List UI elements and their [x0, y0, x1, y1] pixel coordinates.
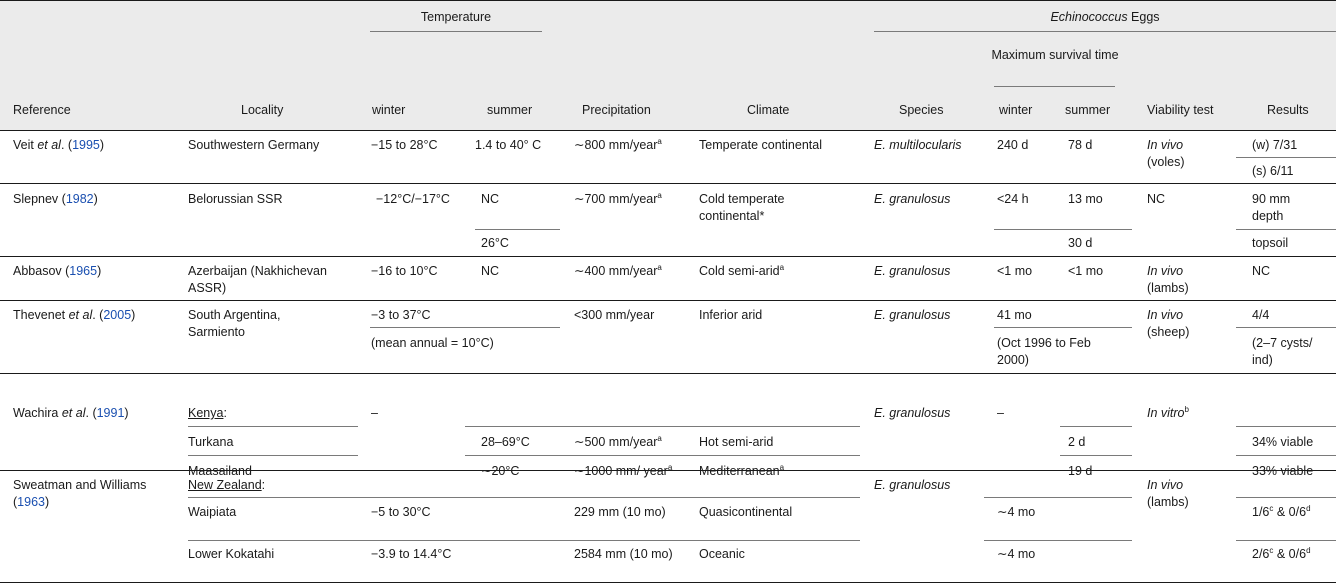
locality-cell: Belorussian SSR — [188, 192, 283, 206]
result-cell: 2/6$^c$ & 0/6$^d$ — [1252, 546, 1311, 561]
survival-winter-cell: 240 d — [997, 138, 1029, 152]
summer-temp-cell: 28–69°C — [481, 435, 530, 449]
result-divider — [1236, 426, 1336, 427]
header-max-survival: Maximum survival time — [991, 48, 1119, 62]
viability-cell: In vivo — [1147, 264, 1184, 278]
result-divider — [1236, 229, 1336, 230]
survival-summer-cell: 2 d — [1068, 435, 1086, 449]
result-divider — [1236, 497, 1336, 498]
summer-temp-cell: ∼20°C — [481, 464, 520, 478]
locality-cell: Maasailand — [188, 464, 252, 478]
climate-cell: Hot semi-arid — [699, 435, 774, 449]
result-cell: 1/6$^c$ & 0/6$^d$ — [1252, 504, 1311, 519]
locality-cell: South Argentina, Sarmiento — [188, 308, 281, 339]
viability-cell: In vivo — [1147, 478, 1184, 492]
summer-temp-cell: 26°C — [481, 236, 509, 250]
viability-host: (lambs) — [1147, 281, 1189, 295]
precipitation-cell: ∼1000 mm/ year$^a$ — [574, 463, 673, 478]
species-cell: E. granulosus — [874, 264, 951, 278]
viability-host: (sheep) — [1147, 325, 1190, 339]
viability-cell: In vitro$^b$ — [1147, 405, 1189, 420]
survival-summer-cell: 30 d — [1068, 236, 1093, 250]
survival-divider — [1060, 426, 1132, 427]
winter-temp-cell: −16 to 10°C — [371, 264, 438, 278]
top-rule — [0, 0, 1336, 1]
result-cell: 4/4 — [1252, 308, 1270, 322]
result-divider — [1236, 157, 1336, 158]
header-echinococcus-eggs: Echinococcus Eggs — [1050, 10, 1160, 24]
result-divider — [1236, 327, 1336, 328]
region-label: New Zealand: — [188, 478, 266, 492]
precipitation-cell: <300 mm/year — [574, 308, 655, 322]
reference-abbasov: Abbasov (1965) — [13, 264, 102, 278]
bottom-rule — [0, 582, 1336, 583]
survival-winter-cell: <24 h — [997, 192, 1029, 206]
locality-divider — [188, 426, 358, 427]
climate-cell: Mediterranean$^a$ — [699, 463, 785, 478]
winter-temp-cell: −15 to 28°C — [371, 138, 438, 152]
citation-link[interactable]: 1965 — [69, 264, 98, 278]
locality-divider — [188, 455, 358, 456]
viability-cell: NC — [1147, 192, 1166, 206]
survival-cell: 41 mo — [997, 308, 1032, 322]
reference-veit: Veit et al. (1995) — [13, 138, 105, 152]
header-reference: Reference — [13, 103, 71, 117]
survival-summer-cell: 78 d — [1068, 138, 1093, 152]
header-precipitation: Precipitation — [582, 103, 651, 117]
row-rule — [0, 373, 1336, 374]
header-survival-rule — [994, 86, 1115, 87]
reference-wachira: Wachira et al. (1991) — [13, 406, 129, 420]
citation-link[interactable]: 1982 — [65, 192, 94, 206]
precipitation-cell: ∼500 mm/year$^a$ — [574, 434, 662, 449]
header-temperature-rule — [370, 31, 542, 32]
result-cell: (w) 7/31 — [1252, 138, 1298, 152]
survival-cell: ∼4 mo — [997, 505, 1036, 519]
survival-divider — [994, 229, 1132, 230]
viability-host: (lambs) — [1147, 495, 1189, 509]
header-survival-winter: winter — [999, 103, 1033, 117]
climate-cell: Inferior arid — [699, 308, 763, 322]
winter-temp-cell: – — [371, 406, 378, 420]
locality-cell: Lower Kokatahi — [188, 547, 275, 561]
header-results: Results — [1267, 103, 1309, 117]
header-survival-summer: summer — [1065, 103, 1111, 117]
precipitation-cell: ∼400 mm/year$^a$ — [574, 263, 662, 278]
climate-cell: Oceanic — [699, 547, 745, 561]
citation-link[interactable]: 1991 — [96, 406, 125, 420]
locality-divider — [188, 497, 860, 498]
precipitation-cell: ∼800 mm/year$^a$ — [574, 137, 662, 152]
citation-link[interactable]: 1995 — [72, 138, 100, 152]
species-cell: E. granulosus — [874, 406, 951, 420]
survival-summer-cell: 19 d — [1068, 464, 1093, 478]
result-cell: topsoil — [1252, 236, 1289, 250]
temperature-cell: −5 to 30°C — [371, 505, 431, 519]
viability-cell: In vivo — [1147, 138, 1184, 152]
citation-link[interactable]: 2005 — [103, 308, 132, 322]
survival-divider — [984, 497, 1132, 498]
survival-cell: ∼4 mo — [997, 547, 1036, 561]
survival-divider — [994, 327, 1132, 328]
result-cell: (2–7 cysts/ ind) — [1252, 336, 1313, 367]
precipitation-cell: ∼700 mm/year$^a$ — [574, 191, 662, 206]
summer-divider — [475, 229, 560, 230]
summer-temp-cell: 1.4 to 40° C — [475, 138, 542, 152]
temperature-cell: −3.9 to 14.4°C — [371, 547, 452, 561]
temperature-divider — [370, 327, 560, 328]
result-cell: NC — [1252, 264, 1271, 278]
header-viability-test: Viability test — [1147, 103, 1214, 117]
viability-cell: In vivo — [1147, 308, 1184, 322]
locality-cell: Azerbaijan (Nakhichevan ASSR) — [188, 264, 327, 295]
temperature-cell: −3 to 37°C — [371, 308, 431, 322]
result-divider — [1236, 540, 1336, 541]
survival-divider — [984, 540, 1132, 541]
reference-thevenet: Thevenet et al. (2005) — [13, 308, 136, 322]
climate-cell: Cold temperate continental* — [699, 192, 785, 223]
winter-temp-cell: −12°C/−17°C — [376, 192, 450, 206]
precipitation-cell: 2584 mm (10 mo) — [574, 547, 673, 561]
climate-divider — [465, 455, 860, 456]
species-cell: E. multilocularis — [874, 138, 962, 152]
climate-cell: Quasicontinental — [699, 505, 793, 519]
climate-cell: Cold semi-arid$^a$ — [699, 263, 785, 278]
temperature-note: (mean annual = 10°C) — [371, 336, 494, 350]
locality-divider — [188, 540, 860, 541]
row-rule — [0, 300, 1336, 301]
header-bottom-rule — [0, 130, 1336, 131]
row-rule — [0, 470, 1336, 471]
result-divider — [1236, 455, 1336, 456]
result-cell: 90 mm depth — [1252, 192, 1291, 223]
summer-temp-cell: NC — [481, 264, 500, 278]
survival-divider — [1060, 455, 1132, 456]
result-cell: (s) 6/11 — [1252, 164, 1294, 178]
climate-divider — [465, 426, 860, 427]
header-species: Species — [899, 103, 944, 117]
survival-period: (Oct 1996 to Feb 2000) — [997, 336, 1091, 367]
survival-summer-cell: <1 mo — [1068, 264, 1104, 278]
survival-winter-cell: <1 mo — [997, 264, 1033, 278]
header-summer: summer — [487, 103, 533, 117]
result-cell: 34% viable — [1252, 435, 1314, 449]
header-climate: Climate — [747, 103, 790, 117]
region-label: Kenya: — [188, 406, 227, 420]
climate-cell: Temperate continental — [699, 138, 822, 152]
header-eggs-rule — [874, 31, 1336, 32]
locality-cell: Turkana — [188, 435, 234, 449]
precipitation-cell: 229 mm (10 mo) — [574, 505, 666, 519]
header-temperature: Temperature — [420, 10, 492, 24]
header-winter: winter — [372, 103, 406, 117]
species-cell: E. granulosus — [874, 192, 951, 206]
survival-winter-cell: – — [997, 406, 1004, 420]
row-rule — [0, 256, 1336, 257]
reference-slepnev: Slepnev (1982) — [13, 192, 98, 206]
citation-link[interactable]: 1963 — [17, 495, 45, 509]
result-cell: 33% viable — [1252, 464, 1314, 478]
locality-cell: Southwestern Germany — [188, 138, 320, 152]
summer-temp-cell: NC — [481, 192, 500, 206]
reference-sweatman: Sweatman and Williams (1963) — [13, 478, 147, 509]
species-cell: E. granulosus — [874, 308, 951, 322]
viability-host: (voles) — [1147, 155, 1185, 169]
row-rule — [0, 183, 1336, 184]
header-locality: Locality — [241, 103, 284, 117]
survival-summer-cell: 13 mo — [1068, 192, 1103, 206]
species-cell: E. granulosus — [874, 478, 951, 492]
locality-cell: Waipiata — [188, 505, 237, 519]
